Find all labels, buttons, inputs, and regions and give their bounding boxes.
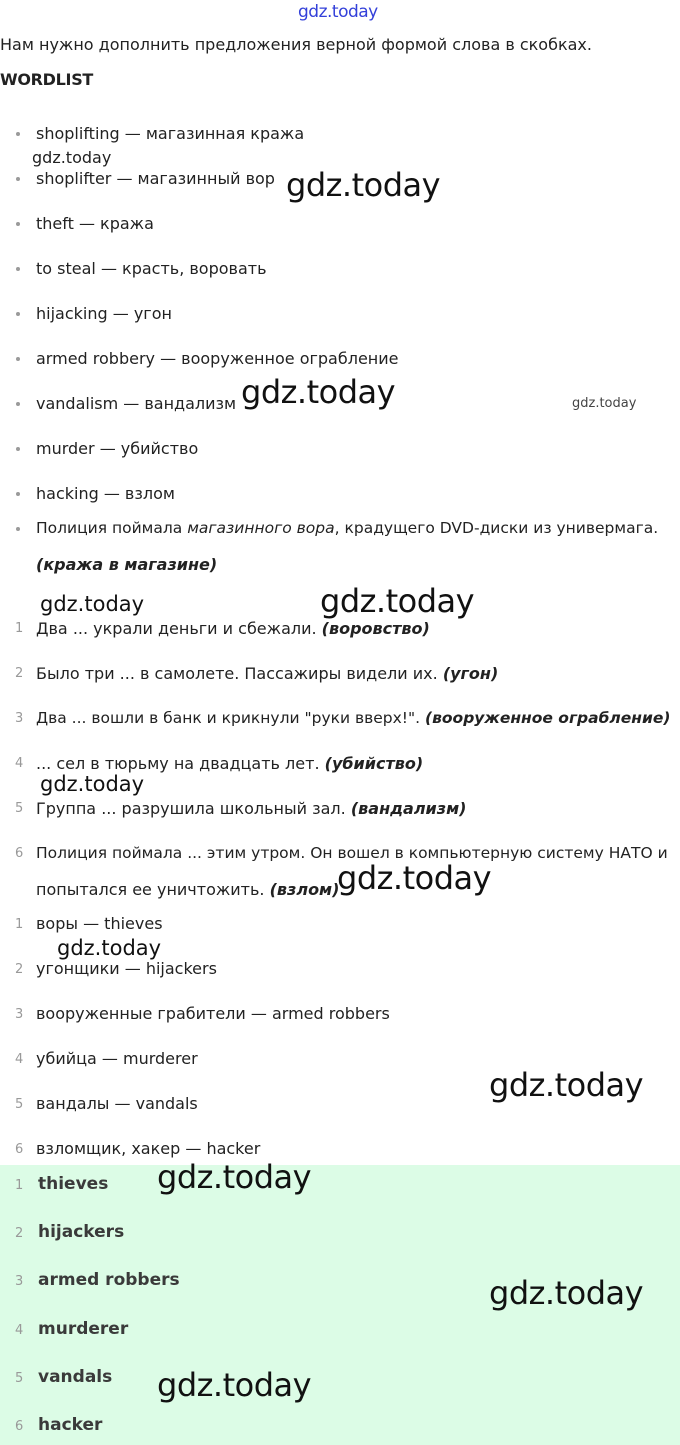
watermark: gdz.today xyxy=(489,1274,644,1312)
answer-item: thieves xyxy=(38,1174,109,1194)
list-item: vandalism — вандализм xyxy=(36,394,237,413)
task-item: Группа ... разрушила школьный зал. (вандализм) xyxy=(36,799,467,818)
translation-number: 1 xyxy=(15,917,24,932)
watermark: gdz.today xyxy=(572,396,637,411)
watermark: gdz.today xyxy=(241,373,396,411)
task-number: 5 xyxy=(15,801,24,816)
watermark: gdz.today xyxy=(157,1366,312,1404)
answer-number: 4 xyxy=(15,1323,24,1338)
bullet xyxy=(16,222,20,226)
task-number: 6 xyxy=(15,846,24,861)
task-item-continued: попытался ее уничтожить. (взлом) xyxy=(36,880,340,899)
translation-item: взломщик, хакер — hacker xyxy=(36,1139,261,1158)
translation-item: угонщики — hijackers xyxy=(36,959,217,978)
list-item: shoplifter — магазинный вор xyxy=(36,169,275,188)
translation-item: воры — thieves xyxy=(36,914,163,933)
watermark: gdz.today xyxy=(489,1066,644,1104)
watermark: gdz.today xyxy=(337,859,492,897)
list-item: hacking — взлом xyxy=(36,484,175,503)
watermark: gdz.today xyxy=(286,166,441,204)
bullet xyxy=(16,267,20,271)
bullet xyxy=(16,132,20,136)
answer-item: vandals xyxy=(38,1367,113,1387)
bullet xyxy=(16,312,20,316)
watermark: gdz.today xyxy=(57,936,162,960)
watermark: gdz.today xyxy=(157,1158,312,1196)
task-item: Два ... украли деньги и сбежали. (воровство) xyxy=(36,619,430,638)
task-item: ... сел в тюрьму на двадцать лет. (убийство) xyxy=(36,754,424,773)
intro-text: Нам нужно дополнить предложения верной формой слова в скобках. xyxy=(0,35,592,54)
translation-number: 2 xyxy=(15,962,24,977)
bullet xyxy=(16,527,20,531)
top-watermark: gdz.today xyxy=(298,2,378,22)
translation-item: убийца — murderer xyxy=(36,1049,198,1068)
example-hint: (кража в магазине) xyxy=(36,555,218,574)
example-sentence: Полиция поймала магазинного вора, крадущего DVD-диски из универмага. xyxy=(36,519,659,537)
bullet xyxy=(16,357,20,361)
answer-number: 6 xyxy=(15,1419,24,1434)
task-item: Было три ... в самолете. Пассажиры видели их. (угон) xyxy=(36,664,499,683)
task-number: 2 xyxy=(15,666,24,681)
task-item: Полиция поймала ... этим утром. Он вошел в компьютерную систему НАТО и xyxy=(36,844,668,862)
answer-item: murderer xyxy=(38,1319,129,1339)
answer-number: 5 xyxy=(15,1371,24,1386)
bullet xyxy=(16,447,20,451)
answer-number: 2 xyxy=(15,1226,24,1241)
task-number: 3 xyxy=(15,711,24,726)
task-item: Два ... вошли в банк и крикнули "руки вверх!". (вооруженное ограбление) xyxy=(36,709,671,727)
task-number: 4 xyxy=(15,756,24,771)
list-item: theft — кража xyxy=(36,214,154,233)
answer-number: 1 xyxy=(15,1178,24,1193)
list-item: to steal — красть, воровать xyxy=(36,259,267,278)
watermark: gdz.today xyxy=(32,148,112,167)
watermark: gdz.today xyxy=(40,772,145,796)
watermark: gdz.today xyxy=(320,582,475,620)
list-item: murder — убийство xyxy=(36,439,199,458)
watermark: gdz.today xyxy=(40,592,145,616)
translation-number: 4 xyxy=(15,1052,24,1067)
answer-item: hijackers xyxy=(38,1222,125,1242)
list-item: armed robbery — вооруженное ограбление xyxy=(36,349,399,368)
translation-number: 6 xyxy=(15,1142,24,1157)
translation-number: 5 xyxy=(15,1097,24,1112)
answer-item: hacker xyxy=(38,1415,103,1435)
bullet xyxy=(16,177,20,181)
bullet xyxy=(16,492,20,496)
answer-number: 3 xyxy=(15,1274,24,1289)
list-item: shoplifting — магазинная кража xyxy=(36,124,305,143)
list-item: hijacking — угон xyxy=(36,304,172,323)
answer-item: armed robbers xyxy=(38,1270,180,1290)
bullet xyxy=(16,402,20,406)
translation-number: 3 xyxy=(15,1007,24,1022)
translation-item: вандалы — vandals xyxy=(36,1094,198,1113)
translation-item: вооруженные грабители — armed robbers xyxy=(36,1004,390,1023)
task-number: 1 xyxy=(15,621,24,636)
wordlist-heading: WORDLIST xyxy=(0,70,94,89)
